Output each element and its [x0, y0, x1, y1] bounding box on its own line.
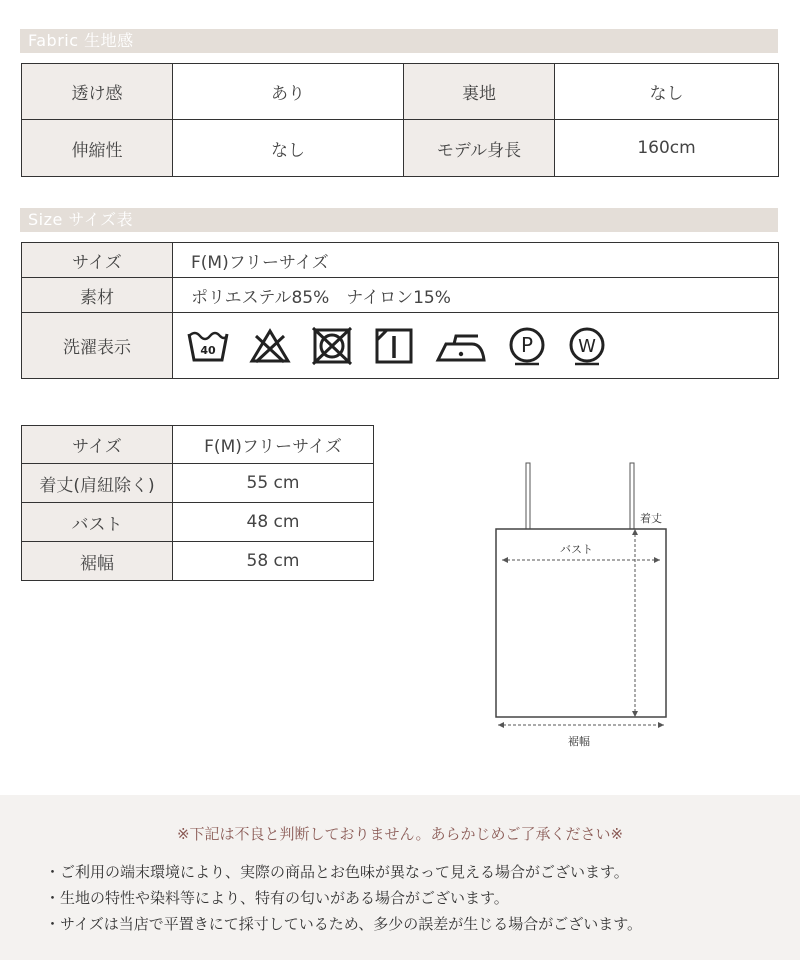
note-line-3: ・サイズは当店で平置きにて採寸しているため、多少の誤差が生じる場合がございます。 [45, 915, 643, 933]
measure-label-length: 着丈(肩紐除く) [22, 464, 173, 503]
diagram-length-label: 着丈 [640, 512, 662, 525]
measure-label-bust: バスト [22, 503, 173, 542]
material-value: ポリエステル85% ナイロン15% [173, 278, 779, 313]
fabric-table [21, 63, 779, 177]
measurement-table [21, 425, 374, 581]
diagram-hem-label: 裾幅 [568, 735, 590, 748]
garment-diagram [480, 455, 680, 755]
dry-clean-p-icon [506, 326, 548, 366]
care-icons-cell [173, 313, 779, 379]
no-tumble-dry-icon [310, 326, 354, 366]
fabric-label-stretch: 伸縮性 [22, 120, 173, 177]
size-table [21, 242, 779, 379]
size-value: F(M)フリーサイズ [173, 243, 779, 278]
measure-value-length: 55 cm [173, 464, 374, 503]
measure-value-bust: 48 cm [173, 503, 374, 542]
fabric-label-lining: 裏地 [404, 64, 555, 120]
fabric-label-model-height: モデル身長 [404, 120, 555, 177]
wash-40-icon [186, 326, 230, 366]
iron-low-icon [434, 326, 488, 366]
wet-clean-w-icon [566, 326, 608, 366]
notes-title: ※下記は不良と判断しておりません。あらかじめご了承ください※ [176, 825, 624, 843]
fabric-value-lining: なし [555, 64, 779, 120]
fabric-value-stretch: なし [173, 120, 404, 177]
dry-clean-letter: P [520, 332, 534, 357]
measure-label-hem: 裾幅 [22, 542, 173, 581]
measure-header-label: サイズ [22, 426, 173, 464]
fabric-value-transparency: あり [173, 64, 404, 120]
care-label: 洗濯表示 [22, 313, 173, 379]
wash-temp-text: 40 [200, 343, 216, 357]
fabric-value-model-height: 160cm [555, 120, 779, 177]
no-bleach-icon [248, 326, 292, 366]
fabric-section-header: Fabric 生地感 [20, 29, 778, 53]
measure-value-hem: 58 cm [173, 542, 374, 581]
wet-clean-letter: W [578, 335, 596, 357]
material-label: 素材 [22, 278, 173, 313]
line-dry-shade-icon [372, 326, 416, 366]
size-label: サイズ [22, 243, 173, 278]
note-line-2: ・生地の特性や染料等により、特有の匂いがある場合がございます。 [45, 889, 509, 907]
notes-panel [0, 795, 800, 960]
measure-header-value: F(M)フリーサイズ [173, 426, 374, 464]
size-section-header: Size サイズ表 [20, 208, 778, 232]
fabric-label-transparency: 透け感 [22, 64, 173, 120]
note-line-1: ・ご利用の端末環境により、実際の商品とお色味が異なって見える場合がございます。 [45, 863, 629, 881]
diagram-bust-label: バスト [560, 543, 593, 556]
